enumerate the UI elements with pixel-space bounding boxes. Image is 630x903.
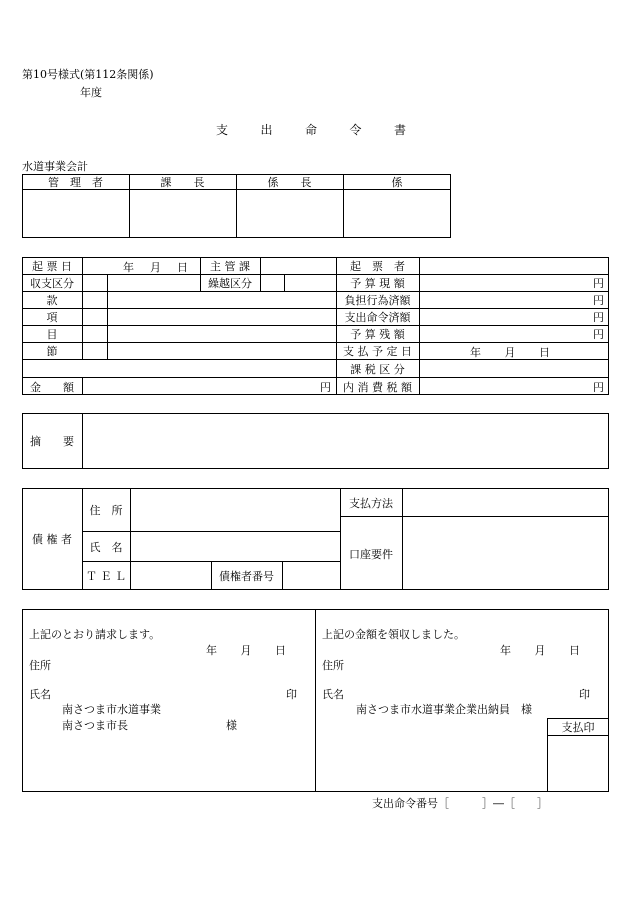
- approval-seal-field[interactable]: [130, 190, 235, 237]
- approval-seal-field[interactable]: [23, 190, 128, 237]
- label-entry-date: 起 票 日: [32, 260, 72, 273]
- approval-col-staff: 係: [391, 176, 403, 189]
- request-statement: 上記のとおり請求します。: [29, 628, 161, 641]
- label-budget-remaining: 予 算 残 額: [350, 328, 405, 341]
- request-date[interactable]: 年 月 日: [206, 644, 286, 657]
- payment-order-done-yen: 円: [593, 311, 604, 324]
- label-department: 主 管 課: [210, 260, 250, 273]
- label-current-budget: 予 算 現 額: [350, 277, 405, 290]
- label-tax-class: 課 税 区 分: [350, 362, 405, 376]
- label-amount: 金 額: [30, 380, 74, 394]
- request-name-label: 氏名: [29, 688, 51, 701]
- addressee-sama: 様: [226, 719, 237, 732]
- request-seal-mark: 印: [286, 688, 297, 701]
- label-income-expense-class: 収支区分: [30, 277, 74, 290]
- addressee-waterworks: 南さつま市水道事業: [62, 703, 161, 716]
- receipt-name-label: 氏名: [322, 688, 344, 701]
- label-account-requirements: 口座要件: [349, 547, 393, 561]
- fiscal-year-label: 年度: [80, 86, 102, 99]
- label-setsu: 節: [46, 345, 58, 358]
- title-char: 令: [349, 123, 362, 137]
- entry-date-field[interactable]: 年 月 日: [123, 261, 188, 274]
- approval-seal-field[interactable]: [344, 190, 450, 237]
- label-creditor: 債 権 者: [32, 533, 72, 546]
- label-payment-order-done: 支出命令済額: [344, 311, 411, 324]
- approval-col-section-chief: 課 長: [160, 176, 205, 189]
- payment-order-number[interactable]: 支出命令番号［ ］―［ ］: [372, 797, 548, 810]
- title-char: 命: [304, 123, 317, 137]
- label-kou: 項: [46, 311, 58, 324]
- creditor-number-field[interactable]: [283, 562, 340, 590]
- title-char: 出: [260, 123, 273, 137]
- label-carryover-class: 繰越区分: [208, 277, 252, 290]
- receipt-seal-mark: 印: [579, 688, 590, 701]
- department-field[interactable]: [261, 258, 336, 274]
- label-commitment-done: 負担行為済額: [344, 294, 411, 307]
- label-entry-person: 起 票 者: [350, 260, 405, 273]
- current-budget-yen: 円: [593, 277, 604, 290]
- account-requirements-field[interactable]: [403, 517, 609, 590]
- label-payment-seal: 支払印: [561, 721, 595, 734]
- label-payment-method: 支払方法: [349, 496, 393, 510]
- entry-person-field[interactable]: [420, 258, 609, 274]
- label-summary: 摘 要: [30, 435, 74, 448]
- page-title: [216, 121, 406, 138]
- title-char: 支: [216, 123, 229, 137]
- amount-yen[interactable]: 円: [320, 380, 331, 394]
- label-creditor-number: 債権者番号: [219, 570, 274, 583]
- label-creditor-name: 氏 名: [89, 540, 123, 554]
- receipt-statement: 上記の金額を領収しました。: [322, 628, 465, 641]
- addressee-mayor: 南さつま市長: [62, 719, 128, 732]
- title-char: 書: [393, 123, 406, 137]
- payment-method-field[interactable]: [403, 489, 609, 516]
- form-number: 第10号様式(第112条関係): [22, 68, 154, 81]
- summary-field[interactable]: [83, 414, 608, 468]
- label-kan: 款: [46, 294, 58, 307]
- receiver-cashier: 南さつま市水道事業企業出納員 様: [356, 703, 532, 716]
- label-creditor-address: 住 所: [89, 504, 123, 517]
- label-creditor-tel: Ｔ Ｅ Ｌ: [86, 570, 126, 583]
- account-name: 水道事業会計: [22, 160, 88, 173]
- commitment-done-yen: 円: [593, 294, 604, 307]
- creditor-tel-field[interactable]: [131, 562, 211, 590]
- label-scheduled-payment-date: 支 払 予 定 日: [343, 345, 412, 358]
- creditor-name-field[interactable]: [131, 532, 340, 561]
- label-consumption-tax: 内 消 費 税 額: [343, 380, 412, 394]
- approval-col-manager: 管 理 者: [48, 176, 103, 189]
- scheduled-payment-date-field[interactable]: 年 月 日: [470, 346, 550, 359]
- receipt-address-label: 住所: [322, 659, 344, 672]
- approval-seal-field[interactable]: [237, 190, 342, 237]
- creditor-address-field[interactable]: [131, 489, 340, 531]
- consumption-tax-yen[interactable]: 円: [593, 380, 604, 394]
- approval-col-subsection-chief: 係 長: [267, 176, 312, 189]
- budget-remaining-yen: 円: [593, 328, 604, 341]
- receipt-date[interactable]: 年 月 日: [500, 644, 580, 657]
- request-address-label: 住所: [29, 659, 51, 672]
- label-moku: 目: [46, 328, 58, 341]
